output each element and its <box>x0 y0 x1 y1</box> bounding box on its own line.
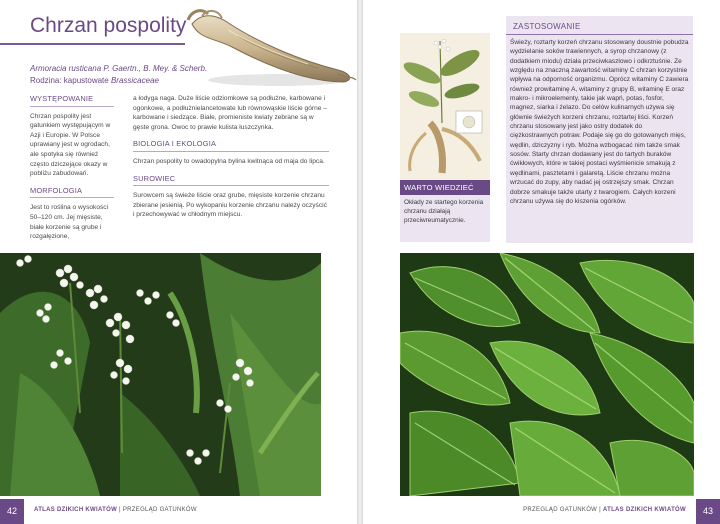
section-text-biology: Chrzan pospolity to owadopylna bylina kwitnąca od maja do lipca. <box>133 157 325 165</box>
botanical-illustration <box>400 33 490 181</box>
usage-heading: ZASTOSOWANIE <box>513 22 581 31</box>
section-text-occurrence: Chrzan pospolity jest gatunkiem występującym w Azji i Europie. W Polsce uprawiany jest w ogrodach, ale spotyka się również często dziczejące okazy w pobliżu zabudowań. <box>30 112 111 178</box>
family-label: Rodzina: kapustowate <box>30 76 111 85</box>
family-line <box>30 75 270 87</box>
left-page <box>0 0 357 524</box>
horseradish-leaves-photo <box>400 253 694 496</box>
section-heading-biology: BIOLOGIA I EKOLOGIA <box>133 139 329 152</box>
footer-right <box>523 507 686 513</box>
page-title: Chrzan pospolity <box>30 14 187 37</box>
footer-left <box>34 507 197 513</box>
scientific-name: Armoracia rusticana P. Gaertn., B. Mey. & Scherb. <box>30 64 208 73</box>
text-column-2 <box>133 94 329 227</box>
section-heading-morphology: MORFOLOGIA <box>30 186 114 199</box>
did-you-know-text: Okłady ze startego korzenia chrzanu działają przeciwreumatycznie. <box>404 199 484 224</box>
section-heading-raw-material: SUROWIEC <box>133 174 329 187</box>
usage-rule <box>506 34 693 35</box>
did-you-know-heading: WARTO WIEDZIEĆ <box>400 180 490 195</box>
page-number-right: 43 <box>696 499 720 524</box>
section-text-raw-material: Surowcem są świeże liście oraz grube, mięsiste korzenie chrzanu zbierane jesienią. Po wykopaniu korzenie chrzanu należy oczyścić i przechowywać w chłodnym miejscu. <box>133 192 327 219</box>
text-column-1 <box>30 94 114 249</box>
right-page <box>363 0 720 524</box>
scientific-name-block <box>30 63 270 87</box>
page-number-left: 42 <box>0 499 24 524</box>
footer-left-book-title: ATLAS DZIKICH KWIATÓW <box>34 507 118 513</box>
footer-left-section: | PRZEGLĄD GATUNKÓW <box>117 507 197 513</box>
section-heading-occurrence: WYSTĘPOWANIE <box>30 94 114 107</box>
title-underline <box>0 43 185 45</box>
footer-right-book-title: ATLAS DZIKICH KWIATÓW <box>602 507 686 513</box>
flowering-horseradish-photo <box>0 253 321 496</box>
footer-right-section: PRZEGLĄD GATUNKÓW | <box>523 507 603 513</box>
family-name: Brassicaceae <box>110 76 159 85</box>
section-text-morphology-part1: Jest to roślina o wysokości 50–120 cm. Jej mięsiste, białe korzenie są grube i rozgałęzione, <box>30 204 109 241</box>
section-text-morphology-part2: a łodyga naga. Duże liście odziomkowe są podłużne, karbowane i ogonkowe, a podłużnielancetowate lub równowąskie liście górne – karbowane i siedzące. Białe, promieniste kwiaty zebrane są w gęste grona. Owoc to prawie kulista łuszczynka. <box>133 95 327 131</box>
usage-text: Świeży, roztarty korzeń chrzanu stosowany doustnie pobudza wydzielanie soków trawiennych, a syrop chrzanowy (z dodatkiem miodu) działa przeciwkaszlowo i odkrztuśnie. Ze względu na znaczną zawartość witaminy C chrzan korzystnie wpływa na odporność organizmu. Oprócz witaminy C zawiera również prowitaminę A, witaminy z grupy B, witaminę E oraz makro- i mikroelementy, takie jak wapń, potas, fosfor, magnez, siarka i żelazo. Do celów kulinarnych używa się głównie świeżych korzeni chrzanu, roztartej liści. Korzeń chrzanu stosowany jest jako ostry dodatek do ciężkostrawnych potraw. Podaje się go do gotowanych mięs, wędlin, dziczyzny i ryb. Można wzbogacać nim także smak sosów. Starty chrzan dodawany jest do tartych buraków ćwikłowych, które w takiej postaci wyśmienicie smakują z wędlinami, pasztetami i galaretą. Liście chrzanu można wrzucać do zupy, aby nadać jej ostrzejszy smak. Chrzan dobrze smakuje także utarty z twarogiem. Całych korzeni chrzanu używa się do kiszenia ogórków. <box>510 39 689 205</box>
